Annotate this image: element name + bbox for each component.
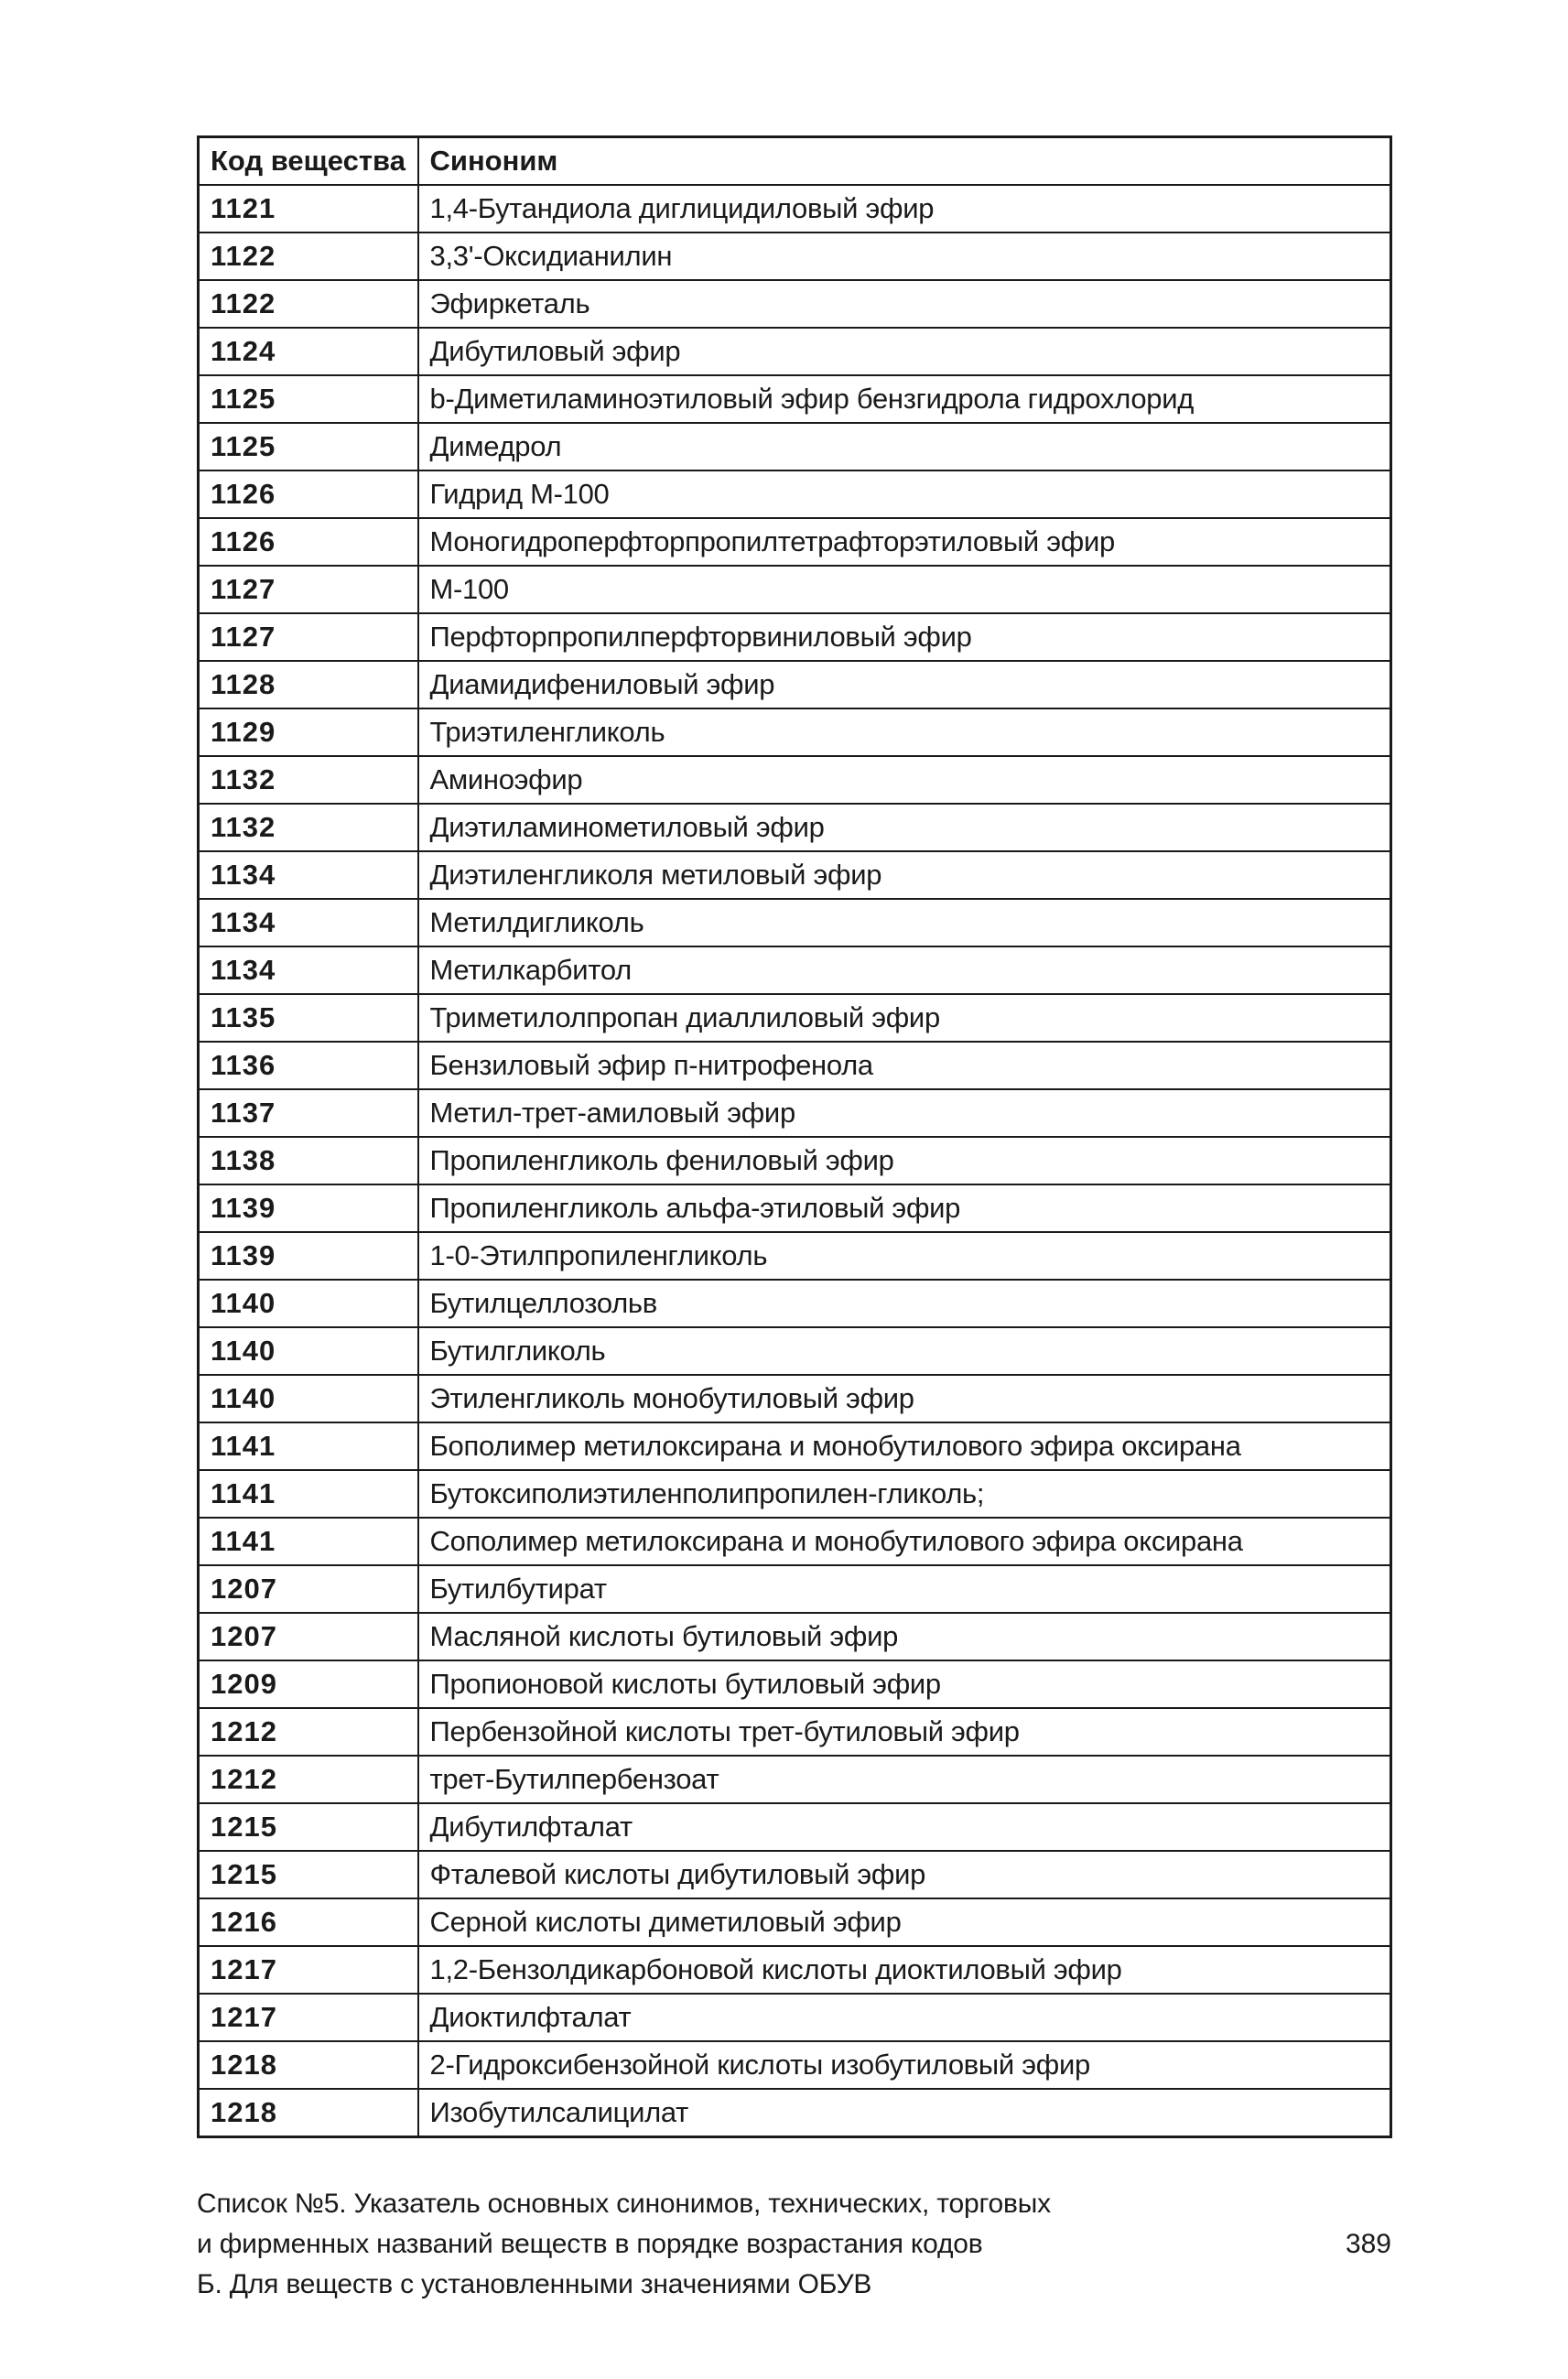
substance-code-cell: 1132 [199,756,418,804]
synonym-cell: Бутилцеллозольв [418,1280,1391,1327]
table-row [199,232,1391,280]
substance-code-cell: 1140 [199,1375,418,1422]
synonym-cell: Диоктилфталат [418,1994,1391,2041]
table-row [199,2041,1391,2089]
substance-code-cell: 1138 [199,1137,418,1184]
synonym-cell: Перфторпропилперфторвиниловый эфир [418,613,1391,661]
substance-code-cell: 1217 [199,1994,418,2041]
header-code: Код вещества [199,137,418,186]
table-row [199,1422,1391,1470]
substance-code-cell: 1140 [199,1280,418,1327]
synonym-cell: 1-0-Этилпропиленгликоль [418,1232,1391,1280]
table-row [199,1994,1391,2041]
synonym-cell: Бутилбутират [418,1565,1391,1613]
table-row [199,708,1391,756]
caption-line: и фирменных названий веществ в порядке возрастания кодов [197,2229,983,2259]
substance-code-cell: 1124 [199,328,418,375]
substance-code-cell: 1136 [199,1042,418,1089]
synonym-cell: Диамидифениловый эфир [418,661,1391,708]
synonym-cell: трет-Бутилпербензоат [418,1756,1391,1803]
synonym-cell: b-Диметиламиноэтиловый эфир бензгидрола гидрохлорид [418,375,1391,423]
table-row [199,1137,1391,1184]
table-row [199,1756,1391,1803]
synonym-cell: Бензиловый эфир п-нитрофенола [418,1042,1391,1089]
table-row [199,1042,1391,1089]
synonym-cell: Моногидроперфторпропилтетрафторэтиловый эфир [418,518,1391,566]
substance-code-cell: 1122 [199,280,418,328]
table-row [199,1851,1391,1898]
table-row [199,946,1391,994]
table-row [199,1280,1391,1327]
substance-code-cell: 1218 [199,2041,418,2089]
synonym-cell: Диэтиламинометиловый эфир [418,804,1391,851]
synonym-cell: Метил-трет-амиловый эфир [418,1089,1391,1137]
table-row [199,1470,1391,1518]
table-row [199,1708,1391,1756]
substance-code-cell: 1216 [199,1898,418,1946]
synonym-cell: Пропионовой кислоты бутиловый эфир [418,1660,1391,1708]
table-row [199,470,1391,518]
synonym-cell: Пропиленгликоль фениловый эфир [418,1137,1391,1184]
table-row [199,423,1391,470]
caption-line: Б. Для веществ с установленными значениями ОБУВ [197,2269,872,2299]
substance-code-cell: 1217 [199,1946,418,1994]
synonym-cell: Метилдигликоль [418,899,1391,946]
table-row [199,2089,1391,2137]
table-row [199,185,1391,232]
substance-code-cell: 1127 [199,566,418,613]
table-row [199,1232,1391,1280]
substance-code-cell: 1139 [199,1184,418,1232]
table-body [199,185,1391,2137]
table-row [199,994,1391,1042]
substance-code-cell: 1207 [199,1565,418,1613]
substance-code-cell: 1126 [199,470,418,518]
synonym-cell: Масляной кислоты бутиловый эфир [418,1613,1391,1660]
substance-code-cell: 1125 [199,375,418,423]
synonym-cell: Триэтиленгликоль [418,708,1391,756]
table-row [199,328,1391,375]
substance-code-cell: 1129 [199,708,418,756]
table-row [199,566,1391,613]
substance-code-cell: 1141 [199,1422,418,1470]
table-row [199,1946,1391,1994]
table-row [199,1518,1391,1565]
table-row [199,375,1391,423]
table-row [199,1327,1391,1375]
synonym-cell: 1,4-Бутандиола диглицидиловый эфир [418,185,1391,232]
synonym-cell: Диэтиленгликоля метиловый эфир [418,851,1391,899]
table-row [199,280,1391,328]
header-synonym: Синоним [418,137,1391,186]
substance-code-cell: 1141 [199,1518,418,1565]
synonym-cell: Сополимер метилоксирана и монобутилового эфира оксирана [418,1518,1391,1565]
table-row [199,1565,1391,1613]
substance-code-cell: 1135 [199,994,418,1042]
synonym-cell: Пропиленгликоль альфа-этиловый эфир [418,1184,1391,1232]
substance-code-cell: 1128 [199,661,418,708]
synonym-cell: 1,2-Бензолдикарбоновой кислоты диоктиловый эфир [418,1946,1391,1994]
synonym-cell: Пербензойной кислоты трет-бутиловый эфир [418,1708,1391,1756]
synonym-cell: Эфиркеталь [418,280,1391,328]
synonym-cell: Триметилолпропан диаллиловый эфир [418,994,1391,1042]
table-row [199,1660,1391,1708]
table-row [199,1089,1391,1137]
synonym-cell: Дибутилфталат [418,1803,1391,1851]
synonym-cell: 2-Гидроксибензойной кислоты изобутиловый эфир [418,2041,1391,2089]
synonym-cell: 3,3'-Оксидианилин [418,232,1391,280]
substance-code-cell: 1134 [199,851,418,899]
table-header-row [199,137,1391,186]
substance-code-cell: 1126 [199,518,418,566]
substance-code-cell: 1212 [199,1708,418,1756]
synonym-cell: Дибутиловый эфир [418,328,1391,375]
synonym-cell: Серной кислоты диметиловый эфир [418,1898,1391,1946]
table-row [199,851,1391,899]
table-row [199,1898,1391,1946]
page-number: 389 [1345,2229,1391,2259]
table-row [199,1375,1391,1422]
synonym-cell: Бополимер метилоксирана и монобутилового эфира оксирана [418,1422,1391,1470]
synonyms-table [197,135,1392,2138]
substance-code-cell: 1132 [199,804,418,851]
substance-code-cell: 1215 [199,1851,418,1898]
synonym-cell: Бутоксиполиэтиленполипропилен-гликоль; [418,1470,1391,1518]
substance-code-cell: 1125 [199,423,418,470]
substance-code-cell: 1134 [199,899,418,946]
substance-code-cell: 1218 [199,2089,418,2137]
synonym-cell: Метилкарбитол [418,946,1391,994]
synonym-cell: Фталевой кислоты дибутиловый эфир [418,1851,1391,1898]
caption-line: Список №5. Указатель основных синонимов, технических, торговых [197,2189,1051,2219]
list-caption [197,2184,1112,2305]
table-row [199,1803,1391,1851]
table-row [199,899,1391,946]
synonym-cell: Димедрол [418,423,1391,470]
synonym-cell: Изобутилсалицилат [418,2089,1391,2137]
substance-code-cell: 1140 [199,1327,418,1375]
synonym-cell: Аминоэфир [418,756,1391,804]
table-row [199,756,1391,804]
substance-code-cell: 1134 [199,946,418,994]
substance-code-cell: 1121 [199,185,418,232]
table-row [199,661,1391,708]
table-row [199,518,1391,566]
substance-code-cell: 1212 [199,1756,418,1803]
substance-code-cell: 1122 [199,232,418,280]
substance-code-cell: 1141 [199,1470,418,1518]
synonym-cell: Бутилгликоль [418,1327,1391,1375]
synonym-cell: М-100 [418,566,1391,613]
substance-code-cell: 1215 [199,1803,418,1851]
substance-code-cell: 1139 [199,1232,418,1280]
synonym-cell: Этиленгликоль монобутиловый эфир [418,1375,1391,1422]
substance-code-cell: 1207 [199,1613,418,1660]
substance-code-cell: 1209 [199,1660,418,1708]
table-row [199,1184,1391,1232]
substance-code-cell: 1137 [199,1089,418,1137]
synonym-cell: Гидрид М-100 [418,470,1391,518]
table-row [199,804,1391,851]
substance-code-cell: 1127 [199,613,418,661]
table-row [199,613,1391,661]
table-row [199,1613,1391,1660]
